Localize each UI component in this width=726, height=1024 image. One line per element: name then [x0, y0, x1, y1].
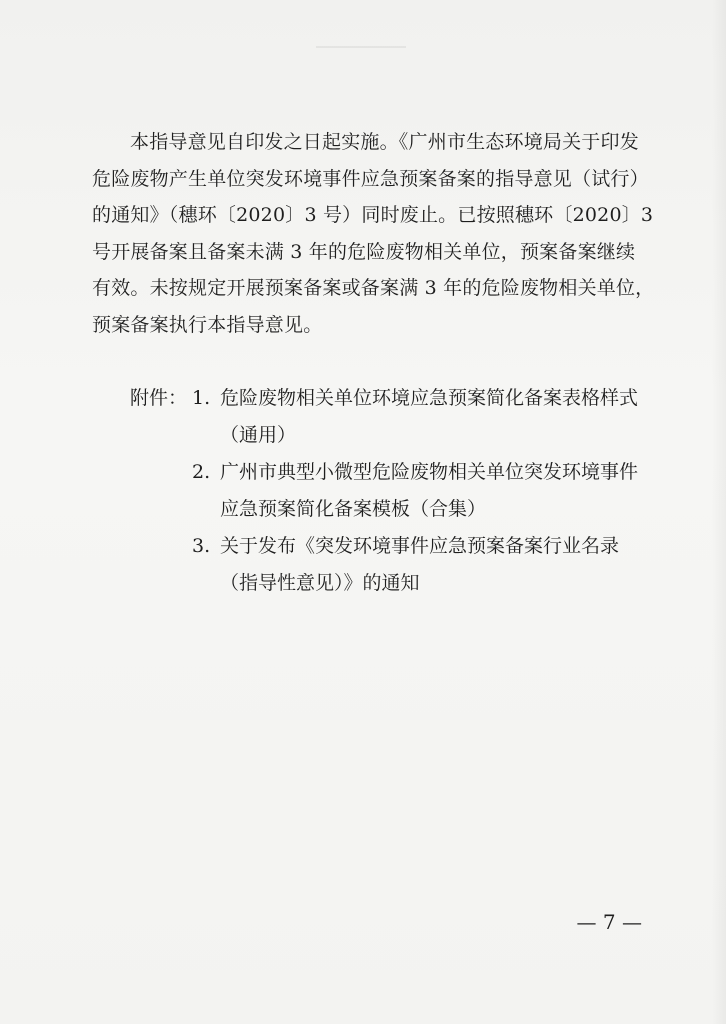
attachments-label: 附件： [130, 387, 188, 409]
page-number: — 7 — [576, 910, 642, 934]
attachments-row [130, 380, 670, 601]
paragraph-line: 本指导意见自印发之日起实施。《广州市生态环境局关于印发 [130, 131, 639, 153]
scan-shadow-edge [712, 0, 726, 1024]
attachment-item-2 [192, 454, 670, 527]
attachment-title: 关于发布《突发环境事件应急预案备案行业名录 [220, 535, 620, 557]
attachment-title: 危险废物相关单位环境应急预案简化备案表格样式 [220, 387, 639, 409]
attachment-number: 2. [192, 461, 211, 483]
attachment-number: 3. [192, 535, 211, 557]
attachments-list [192, 380, 670, 601]
attachment-line [192, 380, 670, 417]
attachment-number: 1. [192, 387, 211, 409]
attachment-title: 广州市典型小微型危险废物相关单位突发环境事件 [220, 461, 639, 483]
paragraph-line: 危险废物产生单位突发环境事件应急预案备案的指导意见（试行） [92, 167, 649, 190]
paragraph-line: 有效。未按规定开展预案备案或备案满 3 年的危险废物相关单位， [92, 277, 655, 299]
attachment-title-cont: （通用） [220, 423, 297, 446]
attachment-title-cont: 应急预案简化备案模板（合集） [220, 497, 487, 520]
body-paragraph [92, 124, 664, 343]
paragraph-line: 预案备案执行本指导意见。 [92, 313, 323, 336]
attachment-item-3 [192, 528, 670, 601]
attachment-line [192, 528, 670, 565]
attachment-line [192, 454, 670, 491]
paragraph-line: 号开展备案且备案未满 3 年的危险废物相关单位，预案备案继续 [92, 240, 636, 263]
paragraph-line: 的通知》（穗环〔2020〕3 号）同时废止。已按照穗环〔2020〕3 [92, 204, 654, 226]
scan-artifact [316, 46, 406, 48]
attachment-title-cont: （指导性意见）》的通知 [220, 571, 420, 594]
attachment-item-1 [192, 380, 670, 453]
attachments-section [130, 380, 670, 602]
